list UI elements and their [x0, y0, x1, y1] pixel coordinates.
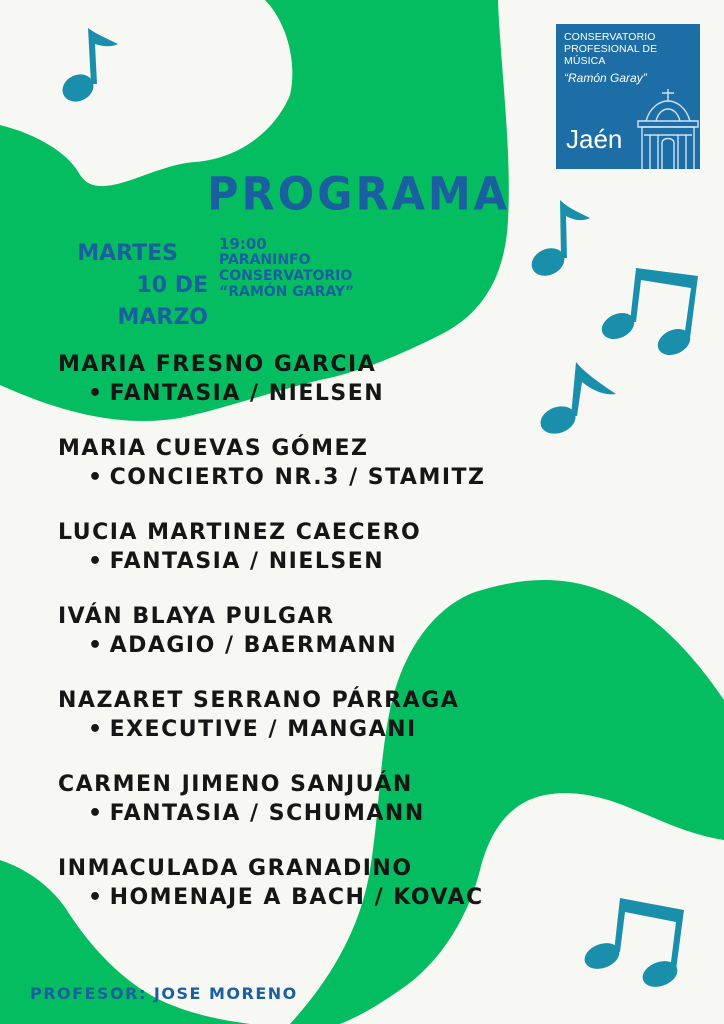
bullet: •	[88, 381, 104, 406]
bullet: •	[88, 801, 104, 826]
logo-city: Jaén	[566, 124, 623, 154]
event-day: MARTES	[77, 241, 178, 266]
piece-title	[88, 548, 718, 576]
conservatory-building-icon	[636, 79, 700, 169]
performer-name: NAZARET SERRANO PÁRRAGA	[58, 688, 460, 713]
program-list	[58, 350, 718, 938]
venue-line-3: “RAMÓN GARAY”	[219, 284, 355, 300]
piece-title	[88, 800, 718, 828]
venue-line-2: CONSERVATORIO	[219, 268, 353, 284]
page-title: PROGRAMA	[207, 168, 510, 222]
event-time: 19:00	[219, 235, 267, 253]
piece-text: FANTASIA / NIELSEN	[109, 549, 385, 574]
program-item	[58, 854, 718, 938]
eighth-note-icon	[526, 196, 592, 282]
conservatory-logo	[556, 24, 700, 169]
piece-text: EXECUTIVE / MANGANI	[109, 717, 417, 742]
event-venue	[219, 236, 354, 300]
event-date-text: 10 DE MARZO	[117, 273, 208, 330]
program-item	[58, 686, 718, 770]
piece-text: CONCIERTO NR.3 / STAMITZ	[109, 465, 486, 490]
program-item	[58, 518, 718, 602]
bullet: •	[88, 633, 104, 658]
piece-text: FANTASIA / NIELSEN	[109, 381, 385, 406]
piece-title	[88, 716, 718, 744]
eighth-note-icon	[58, 22, 122, 108]
performer-name: INMACULADA GRANADINO	[58, 856, 413, 881]
bullet: •	[88, 549, 104, 574]
performer-name: MARIA CUEVAS GÓMEZ	[58, 436, 369, 461]
performer-name: MARIA FRESNO GARCIA	[58, 352, 377, 377]
logo-line-3: MÚSICA	[564, 55, 606, 67]
beamed-notes-icon	[598, 262, 702, 360]
performer-name: LUCIA MARTINEZ CAECERO	[58, 520, 422, 545]
piece-title	[88, 632, 718, 660]
program-item	[58, 434, 718, 518]
program-item	[58, 602, 718, 686]
piece-text: FANTASIA / SCHUMANN	[109, 801, 425, 826]
piece-text: ADAGIO / BAERMANN	[109, 633, 398, 658]
program-item	[58, 350, 718, 434]
piece-title	[88, 464, 718, 492]
piece-title	[88, 380, 718, 408]
bullet: •	[88, 717, 104, 742]
logo-line-1: CONSERVATORIO	[564, 31, 656, 43]
bullet: •	[88, 465, 104, 490]
venue-line-1: PARANINFO	[219, 252, 311, 268]
event-date	[40, 238, 208, 334]
piece-text: HOMENAJE A BACH / KOVAC	[109, 885, 484, 910]
performer-name: IVÁN BLAYA PULGAR	[58, 604, 335, 629]
performer-name: CARMEN JIMENO SANJUÁN	[58, 772, 413, 797]
piece-title	[88, 884, 718, 912]
program-item	[58, 770, 718, 854]
logo-line-2: PROFESIONAL DE	[564, 43, 658, 55]
teacher-credit: PROFESOR: JOSE MORENO	[30, 984, 298, 1003]
bullet: •	[88, 885, 104, 910]
logo-name: “Ramón Garay”	[564, 71, 647, 85]
